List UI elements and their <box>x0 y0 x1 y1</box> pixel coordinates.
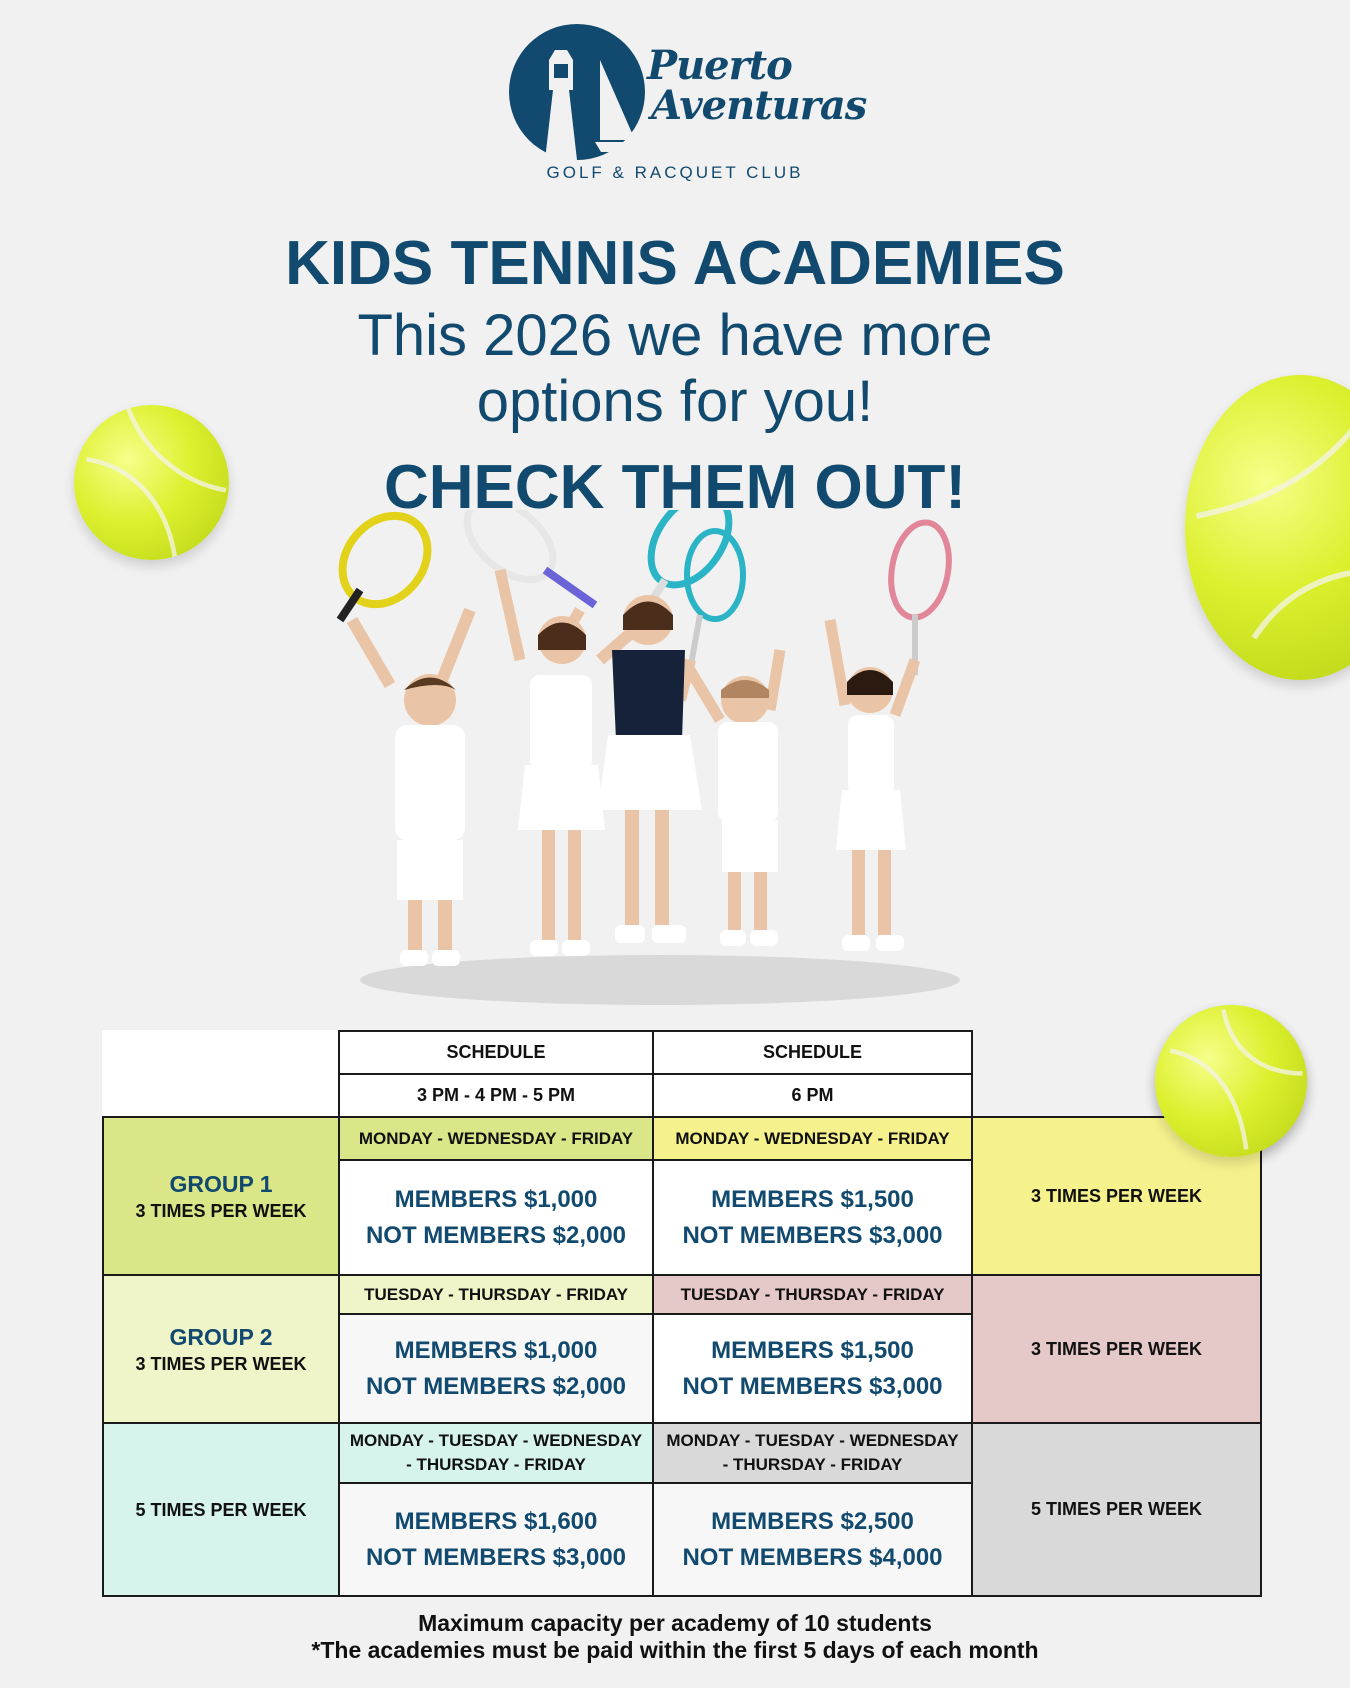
members-price: MEMBERS $1,000 <box>394 1185 598 1213</box>
group-2-label <box>102 1274 340 1424</box>
schedule-time-b: 6 PM <box>652 1073 973 1118</box>
non-members-price: NOT MEMBERS $4,000 <box>682 1543 943 1571</box>
payment-note: *The academies must be paid within the first 5 days of each month <box>311 1637 1039 1663</box>
group-frequency: 3 TIMES PER WEEK <box>135 1354 307 1374</box>
frequency-row3: 5 TIMES PER WEEK <box>971 1422 1262 1597</box>
price-row3-a <box>338 1482 654 1597</box>
non-members-price: NOT MEMBERS $3,000 <box>682 1221 943 1249</box>
kid-figure <box>330 510 470 966</box>
non-members-price: NOT MEMBERS $3,000 <box>365 1543 627 1571</box>
brand-name-line2: Aventuras <box>651 82 867 129</box>
schedule-header-b: SCHEDULE <box>652 1030 973 1075</box>
call-to-action: CHECK THEM OUT! <box>383 453 967 522</box>
page-title: KIDS TENNIS ACADEMIES <box>285 229 1065 298</box>
brand-logo <box>505 20 867 190</box>
days-row3-a: MONDAY - TUESDAY - WEDNESDAY - THURSDAY - FRIDAY <box>338 1422 654 1484</box>
group-3-label <box>102 1422 340 1597</box>
pricing-table <box>102 1030 1262 1597</box>
price-row2-a <box>338 1313 654 1424</box>
members-price: MEMBERS $1,500 <box>711 1185 914 1213</box>
non-members-price: NOT MEMBERS $2,000 <box>365 1221 627 1249</box>
brand-name-line1: Puerto <box>647 42 792 89</box>
brand-name <box>647 42 867 129</box>
kid-figure <box>452 510 605 956</box>
tennis-ball-icon <box>1155 1005 1307 1157</box>
days-row1-a: MONDAY - WEDNESDAY - FRIDAY <box>338 1116 654 1161</box>
members-price: MEMBERS $2,500 <box>711 1507 914 1535</box>
tennis-ball-icon <box>1185 375 1350 680</box>
subtitle-line1: This 2026 we have more <box>357 303 993 368</box>
table-corner <box>102 1030 340 1118</box>
schedule-header-a: SCHEDULE <box>338 1030 654 1075</box>
frequency-row2: 3 TIMES PER WEEK <box>971 1274 1262 1424</box>
kids-with-rackets-photo <box>330 510 980 1010</box>
kid-figure <box>690 650 780 946</box>
capacity-note: Maximum capacity per academy of 10 students <box>418 1610 932 1636</box>
price-row2-b <box>652 1313 973 1424</box>
brand-tagline: GOLF & RACQUET CLUB <box>546 163 804 182</box>
days-row1-b: MONDAY - WEDNESDAY - FRIDAY <box>652 1116 973 1161</box>
group-frequency: 5 TIMES PER WEEK <box>135 1499 307 1520</box>
members-price: MEMBERS $1,500 <box>711 1336 914 1364</box>
schedule-time-a: 3 PM - 4 PM - 5 PM <box>338 1073 654 1118</box>
group-name: GROUP 2 <box>169 1324 273 1350</box>
kid-figure <box>830 518 956 951</box>
price-row3-b <box>652 1482 973 1597</box>
tennis-ball-icon <box>74 405 229 560</box>
non-members-price: NOT MEMBERS $2,000 <box>365 1372 627 1400</box>
price-row1-b <box>652 1159 973 1276</box>
days-row2-b: TUESDAY - THURSDAY - FRIDAY <box>652 1274 973 1315</box>
group-frequency: 3 TIMES PER WEEK <box>135 1201 307 1221</box>
group-1-label <box>102 1116 340 1276</box>
price-row1-a <box>338 1159 654 1276</box>
non-members-price: NOT MEMBERS $3,000 <box>682 1372 943 1400</box>
members-price: MEMBERS $1,000 <box>394 1336 598 1364</box>
days-row2-a: TUESDAY - THURSDAY - FRIDAY <box>338 1274 654 1315</box>
days-row3-b: MONDAY - TUESDAY - WEDNESDAY - THURSDAY - FRIDAY <box>652 1422 973 1484</box>
frequency-row1: 3 TIMES PER WEEK <box>971 1116 1262 1276</box>
subtitle-line2: options for you! <box>476 369 874 434</box>
lighthouse-sun-icon <box>505 20 655 170</box>
group-name: GROUP 1 <box>169 1171 273 1197</box>
members-price: MEMBERS $1,600 <box>394 1507 598 1535</box>
